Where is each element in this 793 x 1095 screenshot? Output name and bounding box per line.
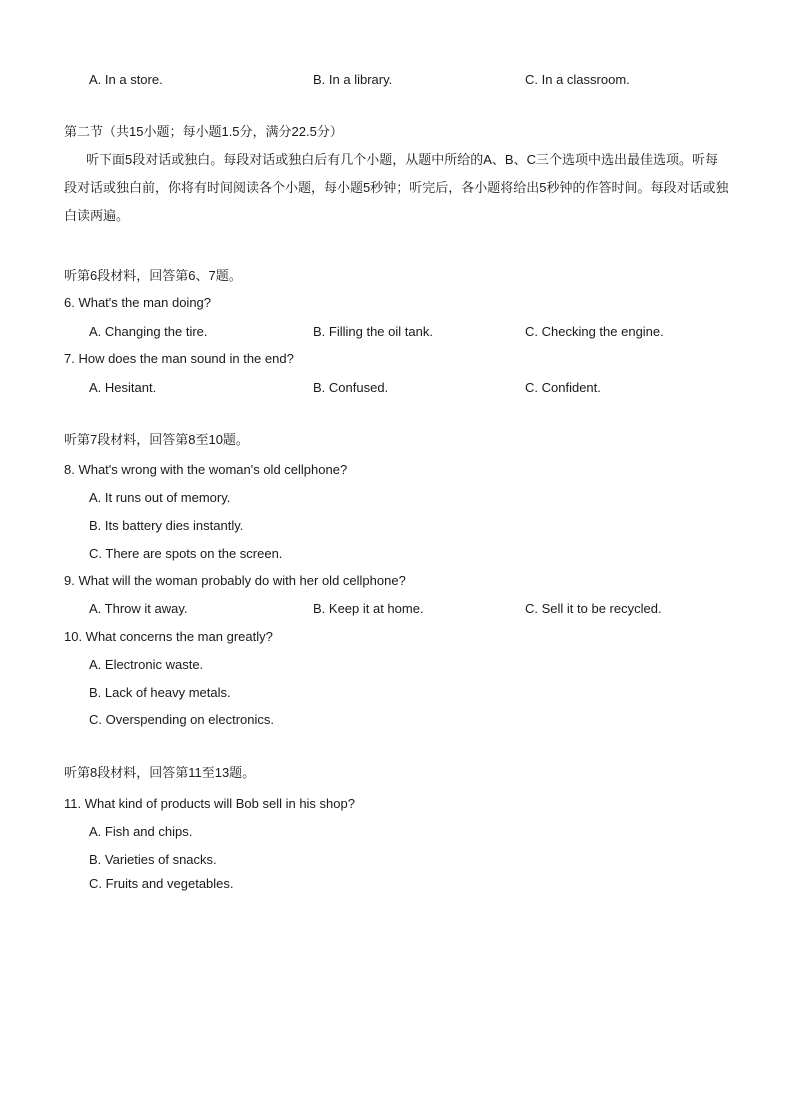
instructions-text: 听下面5段对话或独白。每段对话或独白后有几个小题，从题中所给的A、B、C三个选项中选出最佳选项。听每段对话或独白前，你将有时间阅读各个小题，每小题5秒钟；听完后，各小题将给出5秒钟的作答时间。每段对话或独白读两遍。 xyxy=(64,152,729,223)
q9-option-c: C. Sell it to be recycled. xyxy=(525,601,662,616)
q10-option-c: C. Overspending on electronics. xyxy=(89,712,274,727)
q7-option-c: C. Confident. xyxy=(525,380,601,395)
group-header: 听第6段材料，回答第6、7题。 xyxy=(64,268,242,283)
group-header: 听第7段材料，回答第8至10题。 xyxy=(64,432,249,447)
section-heading: 第二节（共15小题；每小题1.5分，满分22.5分） xyxy=(64,124,343,139)
q6-option-b: B. Filling the oil tank. xyxy=(313,324,433,339)
q9-option-b: B. Keep it at home. xyxy=(313,601,424,616)
group-header: 听第8段材料，回答第11至13题。 xyxy=(64,765,256,780)
q8-option-a: A. It runs out of memory. xyxy=(89,490,231,505)
q9-option-a: A. Throw it away. xyxy=(89,601,188,616)
option-a: A. In a store. xyxy=(89,72,163,87)
q8-option-c: C. There are spots on the screen. xyxy=(89,546,283,561)
question-10: 10. What concerns the man greatly? xyxy=(64,629,273,644)
question-11: 11. What kind of products will Bob sell in his shop? xyxy=(64,796,355,811)
q11-option-b: B. Varieties of snacks. xyxy=(89,852,217,867)
q8-option-b: B. Its battery dies instantly. xyxy=(89,518,244,533)
q7-option-b: B. Confused. xyxy=(313,380,389,395)
question-8: 8. What's wrong with the woman's old cellphone? xyxy=(64,462,348,477)
q11-option-c: C. Fruits and vegetables. xyxy=(89,876,234,891)
option-b: B. In a library. xyxy=(313,72,393,87)
q6-option-a: A. Changing the tire. xyxy=(89,324,208,339)
q10-option-a: A. Electronic waste. xyxy=(89,657,204,672)
question-9: 9. What will the woman probably do with her old cellphone? xyxy=(64,573,406,588)
question-6: 6. What's the man doing? xyxy=(64,295,212,310)
q6-option-c: C. Checking the engine. xyxy=(525,324,664,339)
section-instructions xyxy=(64,146,729,230)
q10-option-b: B. Lack of heavy metals. xyxy=(89,685,231,700)
q11-option-a: A. Fish and chips. xyxy=(89,824,193,839)
q7-option-a: A. Hesitant. xyxy=(89,380,157,395)
option-c: C. In a classroom. xyxy=(525,72,630,87)
question-7: 7. How does the man sound in the end? xyxy=(64,351,294,366)
